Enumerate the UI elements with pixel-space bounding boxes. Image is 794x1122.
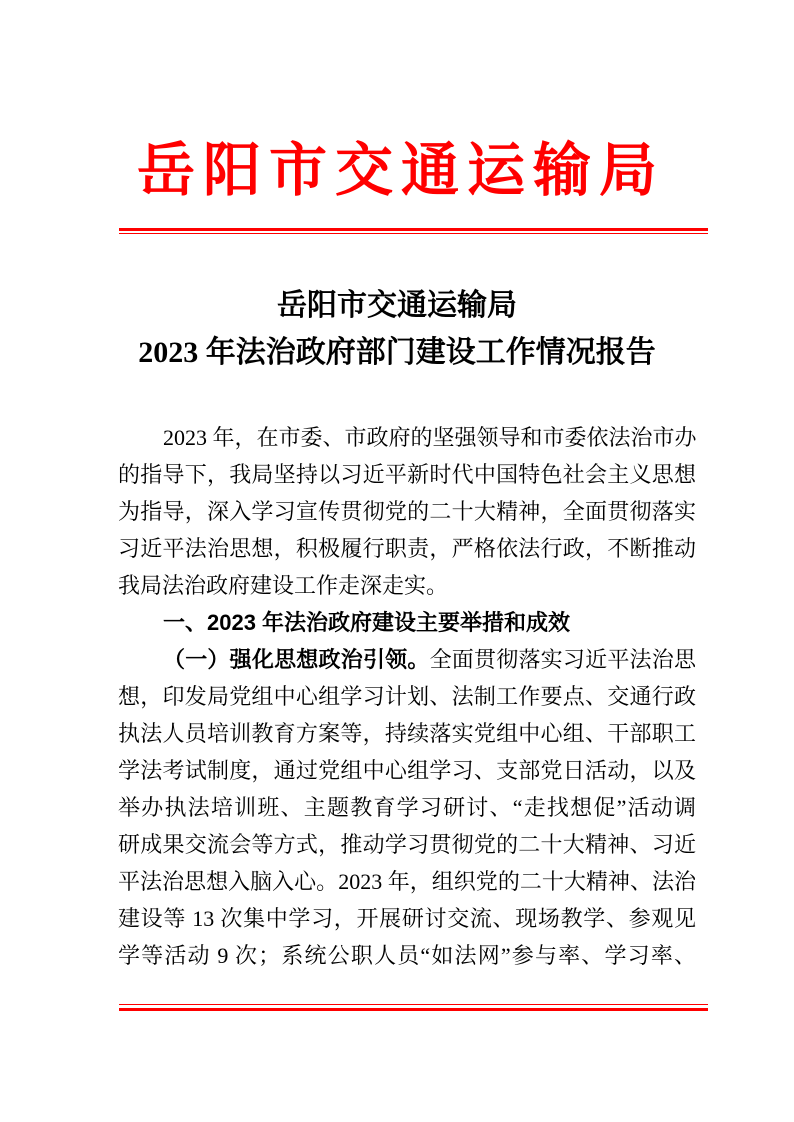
body-text-line: 的指导下，我局坚持以习近平新时代中国特色社会主义思想 [118,462,696,487]
subsection-1-lead-line [118,641,696,678]
body-text-line: 建设等 13 次集中学习，开展研讨交流、现场教学、参观见 [118,906,696,931]
body-text-line: 执法人员培训教育方案等，持续落实党组中心组、干部职工 [118,721,696,746]
section-1-heading: 一、2023 年法治政府建设主要举措和成效 [163,610,571,635]
body-text-line: 学等活动 9 次；系统公职人员“如法网”参与率、学习率、 [118,943,696,968]
body-text-line: 习近平法治思想，积极履行职责，严格依法行政，不断推动 [118,536,696,561]
body-text-line: 为指导，深入学习宣传贯彻党的二十大精神，全面贯彻落实 [118,499,696,524]
document-title-line-1: 岳阳市交通运输局 [277,289,517,322]
body-text-line: 2023 年，在市委、市政府的坚强领导和市委依法治市办 [163,425,697,450]
paragraph-intro [118,419,696,604]
divider-thin-line [119,233,708,234]
body-text-line: 学法考试制度，通过党组中心组学习、支部党日活动，以及 [118,758,696,783]
letterhead-divider [119,228,708,234]
body-text-line: 研成果交流会等方式，推动学习贯彻党的二十大精神、习近 [118,832,696,857]
divider-thick-line [119,228,708,231]
document-title [0,282,794,376]
footer-divider [119,1004,708,1011]
body-text-line: 平法治思想入脑入心。2023 年，组织党的二十大精神、法治 [118,869,696,894]
document-body [118,419,696,974]
divider-thin-line [119,1004,708,1005]
paragraph-subsection-1 [118,678,696,974]
letterhead-title: 岳阳市交通运输局 [136,138,665,203]
subsection-1-title: （一）强化思想政治引领。 [163,647,430,672]
body-text-line: 想，印发局党组中心组学习计划、法制工作要点、交通行政 [118,684,696,709]
body-text-line: 举办执法培训班、主题教育学习研讨、“走找想促”活动调 [118,795,696,820]
subsection-1-lead-rest: 全面贯彻落实习近平法治思 [429,647,696,672]
body-text-line: 我局法治政府建设工作走深走实。 [118,573,449,598]
divider-thick-line [119,1008,708,1011]
document-title-line-2: 2023 年法治政府部门建设工作情况报告 [138,336,656,369]
